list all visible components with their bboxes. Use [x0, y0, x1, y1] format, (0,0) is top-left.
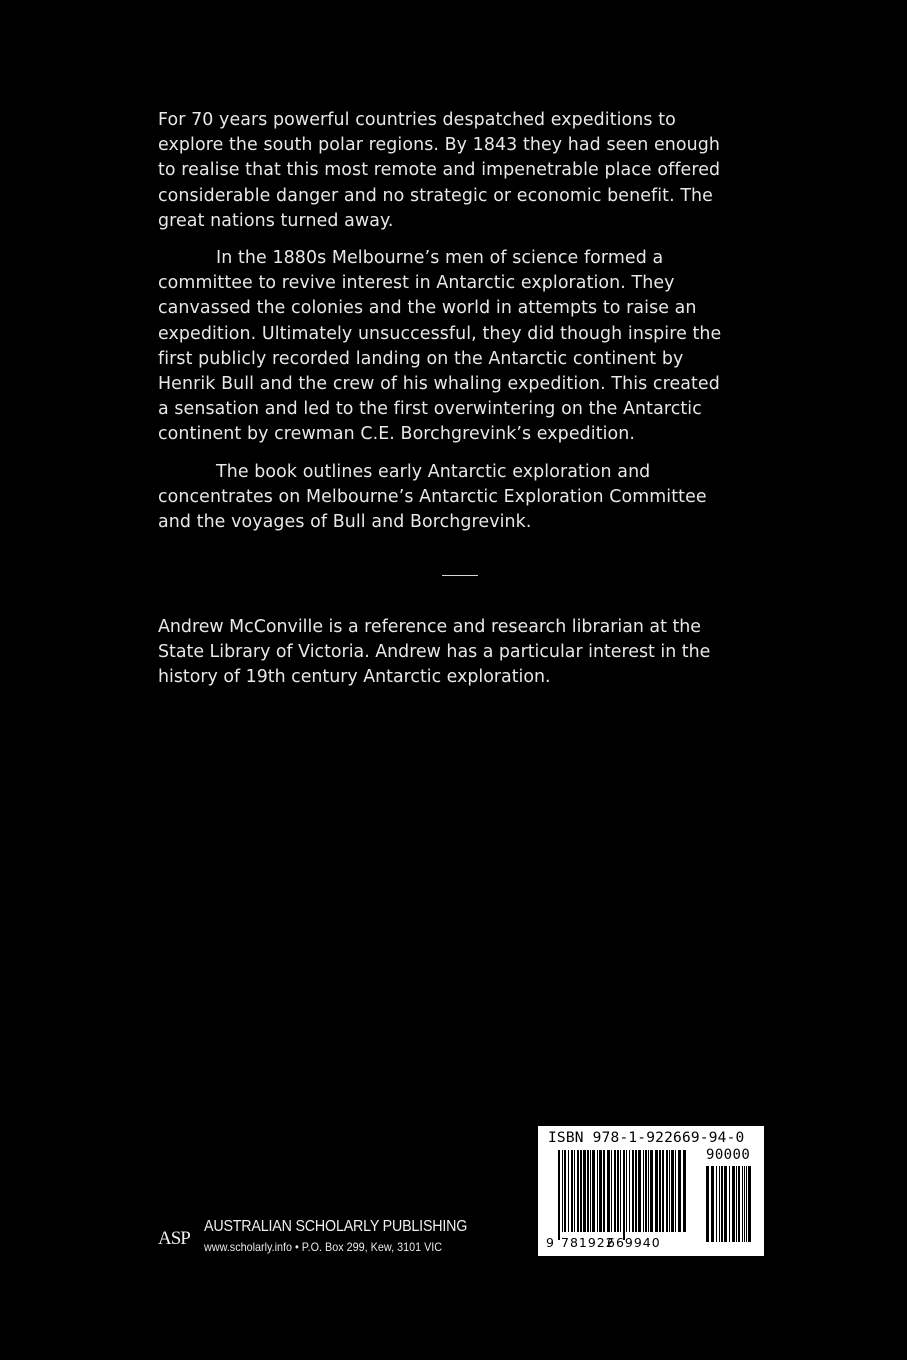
barcode-bar [577, 1150, 579, 1232]
barcode-bar [724, 1166, 727, 1242]
barcode-bar [599, 1150, 602, 1232]
barcode-bar [742, 1166, 743, 1242]
barcode-bar [675, 1150, 676, 1232]
blurb-paragraph-1: For 70 years powerful countries despatched expeditions to explore the south polar regions. By 1843 they had seen enough to realise that this most remote and impenetrable place offered considerable danger and no strategic or economic benefit. The great nations turned away. [158, 110, 721, 231]
barcode-bar [603, 1150, 605, 1232]
barcode-bar [659, 1150, 661, 1232]
section-divider [442, 575, 478, 576]
barcode-bar [645, 1150, 647, 1232]
ean-first-digit: 9 [546, 1235, 554, 1250]
back-cover-blurb [158, 108, 758, 547]
barcode-bar [620, 1150, 621, 1232]
barcode-bar [590, 1150, 591, 1232]
publisher-address: www.scholarly.info • P.O. Box 299, Kew, 3101 VIC [204, 1240, 443, 1254]
blurb-paragraph-2: In the 1880s Melbourne’s men of science formed a committee to revive interest in Antarctic exploration. They canvassed the colonies and the world in attempts to raise an expedition. Ultimately unsuccessful, they did though inspire the first publicly recorded landing on the Antarctic continent by Henrik Bull and the crew of his whaling expedition. This created a sensation and led to the first overwintering on the Antarctic continent by crewman C.E. Borchgrevink’s expedition. [158, 248, 722, 445]
barcode-bar [592, 1150, 595, 1232]
barcode-bar [635, 1150, 637, 1232]
isbn-barcode [538, 1126, 764, 1256]
barcode-bar [597, 1150, 598, 1232]
barcode-bar [643, 1150, 644, 1232]
barcode-bar [611, 1150, 612, 1232]
barcode-bar [571, 1150, 573, 1232]
asp-logo-text: ASP [158, 1228, 190, 1249]
barcode-bar [669, 1150, 670, 1232]
isbn-label: ISBN 978-1-922669-94-0 [548, 1130, 745, 1146]
barcode-bar [617, 1150, 619, 1232]
barcode-bar [626, 1150, 627, 1232]
barcode-bar [564, 1150, 566, 1232]
barcode-bar [614, 1150, 616, 1232]
barcode-bar [729, 1166, 730, 1242]
barcode-bar [716, 1166, 717, 1242]
barcode-bar [748, 1166, 751, 1242]
barcode-bar [706, 1166, 709, 1242]
barcode-bar [648, 1150, 649, 1232]
barcode-bar [607, 1150, 610, 1232]
barcode-bar [574, 1150, 575, 1232]
barcode-bar [623, 1150, 625, 1240]
publisher-name: AUSTRALIAN SCHOLARLY PUBLISHING [204, 1218, 468, 1235]
barcode-bar [744, 1166, 745, 1242]
barcode-bar [721, 1166, 723, 1242]
barcode-bar [719, 1166, 720, 1242]
asp-logo-icon [158, 1218, 194, 1252]
blurb-paragraph-3: The book outlines early Antarctic exploration and concentrates on Melbourne’s Antarctic Exploration Committee and the voyages of Bull and Borchgrevink. [158, 461, 707, 533]
barcode-bar [583, 1150, 586, 1232]
barcode-bar [580, 1150, 582, 1232]
barcode-bar [666, 1150, 668, 1232]
barcode-bar [671, 1150, 674, 1232]
ean-left-group: 781922 [561, 1235, 615, 1250]
barcode-bar [632, 1150, 634, 1232]
barcode-bar [732, 1166, 735, 1242]
barcode-bar [650, 1150, 653, 1232]
barcode-bar [587, 1150, 589, 1232]
barcode-bar [568, 1150, 569, 1232]
author-bio: Andrew McConville is a reference and research librarian at the State Library of Victoria. Andrew has a particular interest in the history of 19th century Antarctic exploration. [158, 617, 711, 688]
price-code: 90000 [706, 1147, 751, 1163]
barcode-bar [558, 1150, 560, 1240]
barcode-bar [746, 1166, 747, 1242]
barcode-bar [683, 1150, 686, 1232]
ean-right-group: 669940 [607, 1235, 661, 1250]
barcode-bar [629, 1150, 630, 1232]
barcode-bar [655, 1150, 658, 1232]
barcode-bar [638, 1150, 641, 1232]
barcode-bar [662, 1150, 664, 1232]
barcode-bar [562, 1150, 563, 1232]
barcode-bar [678, 1150, 681, 1232]
barcode-bar [711, 1166, 714, 1242]
barcode-bar [736, 1166, 737, 1242]
barcode-bar [738, 1166, 740, 1242]
